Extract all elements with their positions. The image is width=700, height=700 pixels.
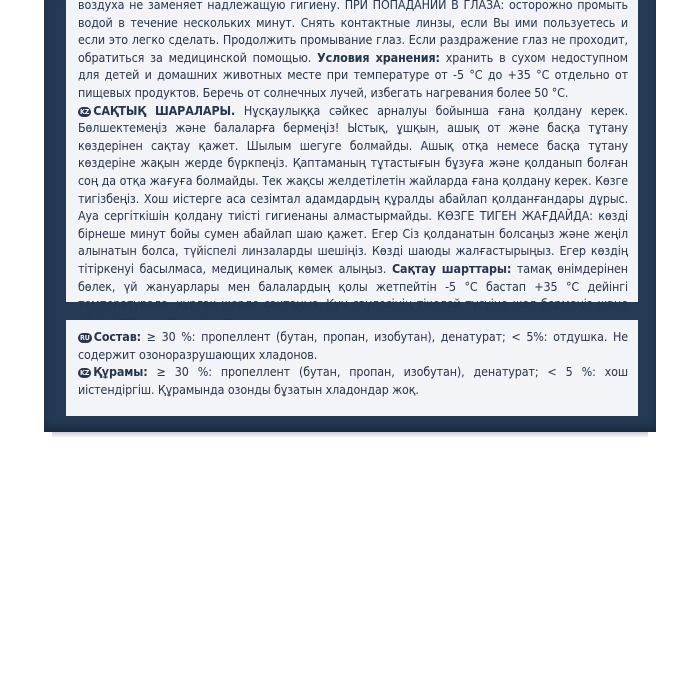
ru-partial-line: воздуха не заменяет надлежащую гигиену. ПРИ ПОПАДАНИИ В ГЛАЗА: осторожно промыть — [78, 0, 628, 12]
ru-line-b: легко сделать. Продолжить промывание глаз. Если раздражение глаз не проходит, обратиться — [78, 32, 628, 65]
composition-text — [78, 328, 628, 398]
package-bottom-edge — [52, 432, 648, 438]
kz-composition-text: ≥ 30 %: пропеллент (бутан, пропан, изобутан), денатурат; < 5 %: хош иістендіргіш. Құрамында озонды бұзатын хладондар жоқ. — [78, 364, 628, 397]
kz-storage-text: тамақ өнімдерінен бөлек, үй жануарлары мен балалардың қолы жетпейтін -5 °С бастап +35 °С дейінгі температурада, құрғақ жерде сақтаңыз. Күн сәулесінің тікелей түсуіне жол бермеңіз және — [78, 260, 628, 312]
ru-storage-heading: Условия хранения: — [317, 49, 440, 65]
composition-panel — [66, 320, 638, 416]
warnings-panel — [66, 0, 638, 312]
kz-composition-heading: Құрамы: — [93, 364, 148, 380]
kz-storage-heading: Сақтау шарттары: — [391, 260, 512, 276]
warnings-text — [78, 0, 628, 330]
kz-composition-badge-icon: KZ — [80, 369, 90, 378]
kz-badge-icon: KZ — [80, 107, 90, 116]
kz-warnings-text: Нұсқаулыққа сәйкес арналуы бойынша ғана қолдану керек. Бөлшектемеңіз және балаларға бермеңіз! Ыстық, ұшқын, ашық от және басқа тұтану көздерінен сақтау қажет. Шылым шегуге болмайды. Ашық отқа немесе басқа тұтану көздеріне жақын жерде бүркпеңіз. Қаптаманың тұтастығын бұзуға және қолданып болған соң да отқа жағуға болмайды. Тек жақсы желдетілетін жайларда ғана қолдану керек. Көзге тигізбеңіз. Хош иістерге аса сезімтал адамдардың құралды абайлап қолданғандары дұрыс. Ауа сергіткішін қолдану тиісті гигиенаны алмастырмайды. КӨЗГЕ ТИГЕН ЖАҒДАЙДА: көзді бірнеше минут бойы сумен абайлап шаю қажет. Егер Сіз қолданатын болсаңыз және жеңіл алынатын болса, түйіспелі линзаларды шешіңіз. Көзді шаюды жалғастырыңыз. Егер көздің тітіркенуі басылмаса, медициналық көмек алыңыз. — [78, 102, 628, 276]
ru-storage-text: хранить в сухом недоступном для детей и домашних животных месте при температуре от -5 °С до +35 °С отдельно от пищевых продуктов. Беречь от солнечных лучей, избегать нагревания более 50 °С. — [78, 49, 628, 100]
ru-composition-text: ≥ 30 %: пропеллент (бутан, пропан, изобутан), денатурат; < 5%: отдушка. Не содержит озоноразрушающих хладонов. — [78, 329, 628, 362]
ru-line-a: водой в течение нескольких минут. Снять контактные линзы, если Вы ими пользуетесь и если это — [78, 14, 628, 48]
ru-line-c: за медицинской помощью. — [150, 49, 312, 65]
ru-badge-icon: RU — [80, 334, 90, 342]
ru-composition-heading: Состав: — [93, 329, 142, 344]
kz-warnings-heading: САҚТЫҚ ШАРАЛАРЫ. — [93, 102, 236, 118]
